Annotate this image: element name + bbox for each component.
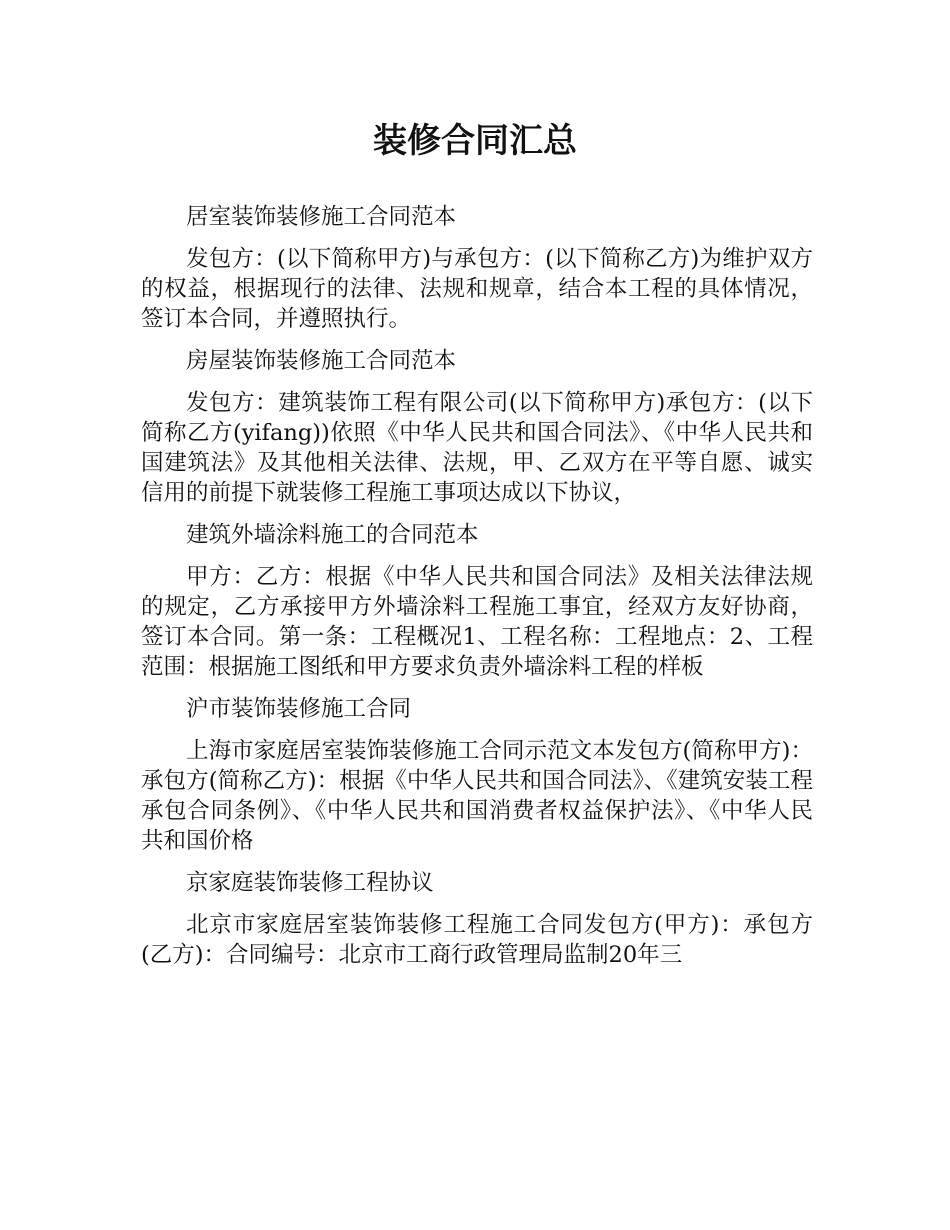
section-paragraph-2: 发包方：建筑装饰工程有限公司(以下简称甲方)承包方：(以下简称乙方(yifang))依照《中华人民共和国合同法》、《中华人民共和国建筑法》及其他相关法律、法规，甲、乙双方在平等自愿、诚实信用的前提下就装修工程施工事项达成以下协议，	[141, 390, 813, 506]
section-paragraph-5: 北京市家庭居室装饰装修工程施工合同发包方(甲方)：承包方(乙方)：合同编号：北京市工商行政管理局监制20年三	[141, 912, 813, 968]
section-paragraph-1: 发包方：(以下简称甲方)与承包方：(以下简称乙方)为维护双方的权益，根据现行的法律、法规和规章，结合本工程的具体情况，签订本合同，并遵照执行。	[141, 246, 813, 332]
document-body	[141, 202, 813, 982]
section-heading-5: 京家庭装饰装修工程协议	[186, 870, 434, 896]
section-heading-2: 房屋装饰装修施工合同范本	[186, 348, 457, 374]
document-title: 装修合同汇总	[373, 121, 577, 161]
section-paragraph-4: 上海市家庭居室装饰装修施工合同示范文本发包方(简称甲方)：承包方(简称乙方)：根据《中华人民共和国合同法》、《建筑安装工程承包合同条例》、《中华人民共和国消费者权益保护法》、《中华人民共和国价格	[141, 738, 813, 854]
section-heading-3: 建筑外墙涂料施工的合同范本	[186, 522, 479, 548]
section-heading-1: 居室装饰装修施工合同范本	[186, 204, 457, 230]
section-paragraph-3: 甲方：乙方：根据《中华人民共和国合同法》及相关法律法规的规定，乙方承接甲方外墙涂料工程施工事宜，经双方友好协商，签订本合同。第一条：工程概况1、工程名称：工程地点：2、工程范围：根据施工图纸和甲方要求负责外墙涂料工程的样板	[141, 564, 813, 680]
section-heading-4: 沪市装饰装修施工合同	[186, 696, 412, 722]
